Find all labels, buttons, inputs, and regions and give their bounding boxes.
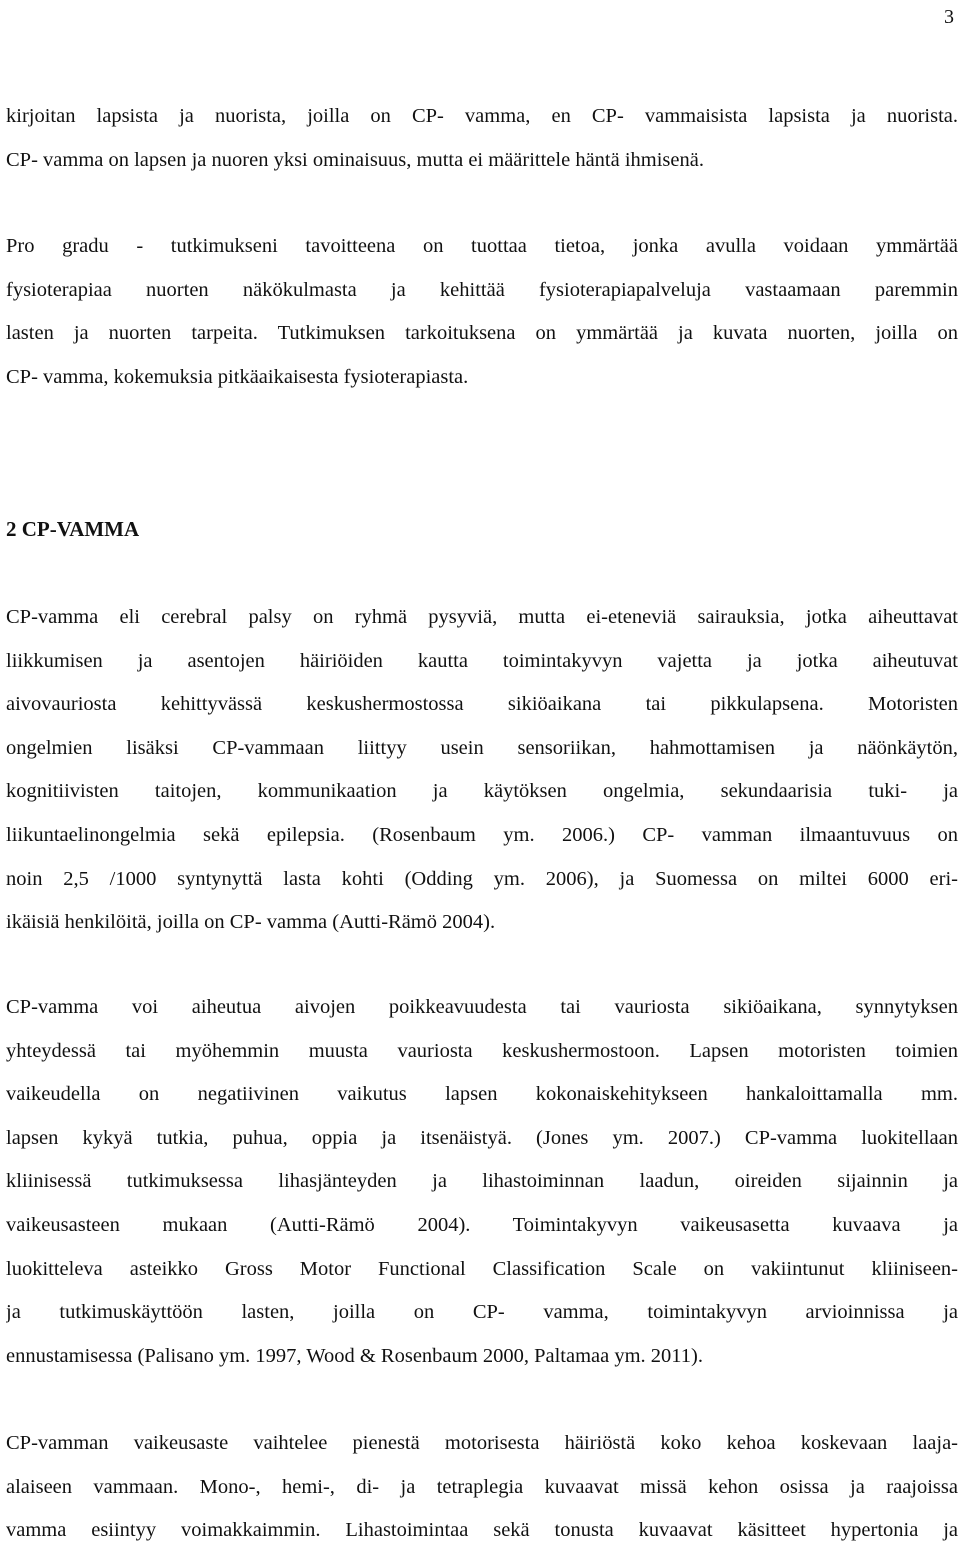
text-line: liikuntaelinongelmia sekä epilepsia. (Rosenbaum ym. 2006.) CP- vamman ilmaantuvuus on [6, 823, 958, 846]
section-heading: 2 CP-VAMMA [6, 517, 140, 541]
text-line: aivovauriosta kehittyvässä keskushermostossa sikiöaikana tai pikkulapsena. Motoristen [6, 693, 958, 716]
paragraph-research-aim [6, 225, 958, 399]
text-line: noin 2,5 /1000 syntynyttä lasta kohti (Odding ym. 2006), ja Suomessa on miltei 6000 eri- [6, 867, 958, 890]
paragraph-cp-definition [6, 596, 958, 945]
text-line: CP-vamman vaikeusaste vaihtelee pienestä motorisesta häiriöstä koko kehoa koskevaan laaja- [6, 1432, 958, 1454]
text-line: CP-vamma eli cerebral palsy on ryhmä pysyviä, mutta ei-eteneviä sairauksia, jotka aiheuttavat [6, 606, 958, 628]
text-line: luokitteleva asteikko Gross Motor Functional Classification Scale on vakiintunut kliiniseen- [6, 1257, 958, 1280]
text-line: ikäisiä henkilöitä, joilla on CP- vamma (Autti-Rämö 2004). [6, 911, 496, 934]
text-line: liikkumisen ja asentojen häiriöiden kautta toimintakyvyn vajetta ja jotka aiheutuvat [6, 649, 958, 672]
text-line: vaikeusasteen mukaan (Autti-Rämö 2004). Toimintakyvyn vaikeusasetta kuvaava ja [6, 1213, 958, 1236]
text-line: ja tutkimuskäyttöön lasten, joilla on CP- vamma, toimintakyvyn arvioinnissa ja [6, 1301, 958, 1324]
text-line: vaikeudella on negatiivinen vaikutus lapsen kokonaiskehitykseen hankaloittamalla mm. [6, 1083, 958, 1106]
text-line: lasten ja nuorten tarpeita. Tutkimuksen tarkoituksena on ymmärtää ja kuvata nuorten, joilla on [6, 322, 958, 345]
text-line: ongelmien lisäksi CP-vammaan liittyy usein sensoriikan, hahmottamisen ja näönkäytön, [6, 736, 958, 759]
paragraph-cp-severity [6, 1422, 958, 1553]
text-line: CP- vamma, kokemuksia pitkäaikaisesta fysioterapiasta. [6, 365, 469, 388]
text-line: Pro gradu - tutkimukseni tavoitteena on tuottaa tietoa, jonka avulla voidaan ymmärtää [6, 235, 958, 257]
paragraph-intro-note [6, 95, 958, 182]
text-line: alaiseen vammaan. Mono-, hemi-, di- ja tetraplegia kuvaavat missä kehon osissa ja raajoissa [6, 1475, 958, 1498]
text-line: lapsen kykyä tutkia, puhua, oppia ja itsenäistyä. (Jones ym. 2007.) CP-vamma luokitellaan [6, 1126, 958, 1149]
text-line: fysioterapiaa nuorten näkökulmasta ja kehittää fysioterapiapalveluja vastaamaan paremmin [6, 278, 958, 301]
paragraph-cp-causes [6, 986, 958, 1378]
text-line: vamma esiintyy voimakkaimmin. Lihastoimintaa sekä tonusta kuvaavat käsitteet hypertonia ja [6, 1519, 958, 1542]
page-number: 3 [944, 6, 954, 28]
text-line: kognitiivisten taitojen, kommunikaation ja käytöksen ongelmia, sekundaarisia tuki- ja [6, 780, 958, 803]
text-line: CP-vamma voi aiheutua aivojen poikkeavuudesta tai vauriosta sikiöaikana, synnytyksen [6, 996, 958, 1018]
text-line: kirjoitan lapsista ja nuorista, joilla on CP- vamma, en CP- vammaisista lapsista ja nuorista. [6, 105, 958, 127]
text-line: CP- vamma on lapsen ja nuoren yksi ominaisuus, mutta ei määrittele häntä ihmisenä. [6, 148, 704, 171]
text-line: kliinisessä tutkimuksessa lihasjänteyden ja lihastoiminnan laadun, oireiden sijainnin ja [6, 1170, 958, 1193]
text-line: yhteydessä tai myöhemmin muusta vauriosta keskushermostoon. Lapsen motoristen toimien [6, 1039, 958, 1062]
text-line: ennustamisessa (Palisano ym. 1997, Wood & Rosenbaum 2000, Paltamaa ym. 2011). [6, 1344, 703, 1367]
